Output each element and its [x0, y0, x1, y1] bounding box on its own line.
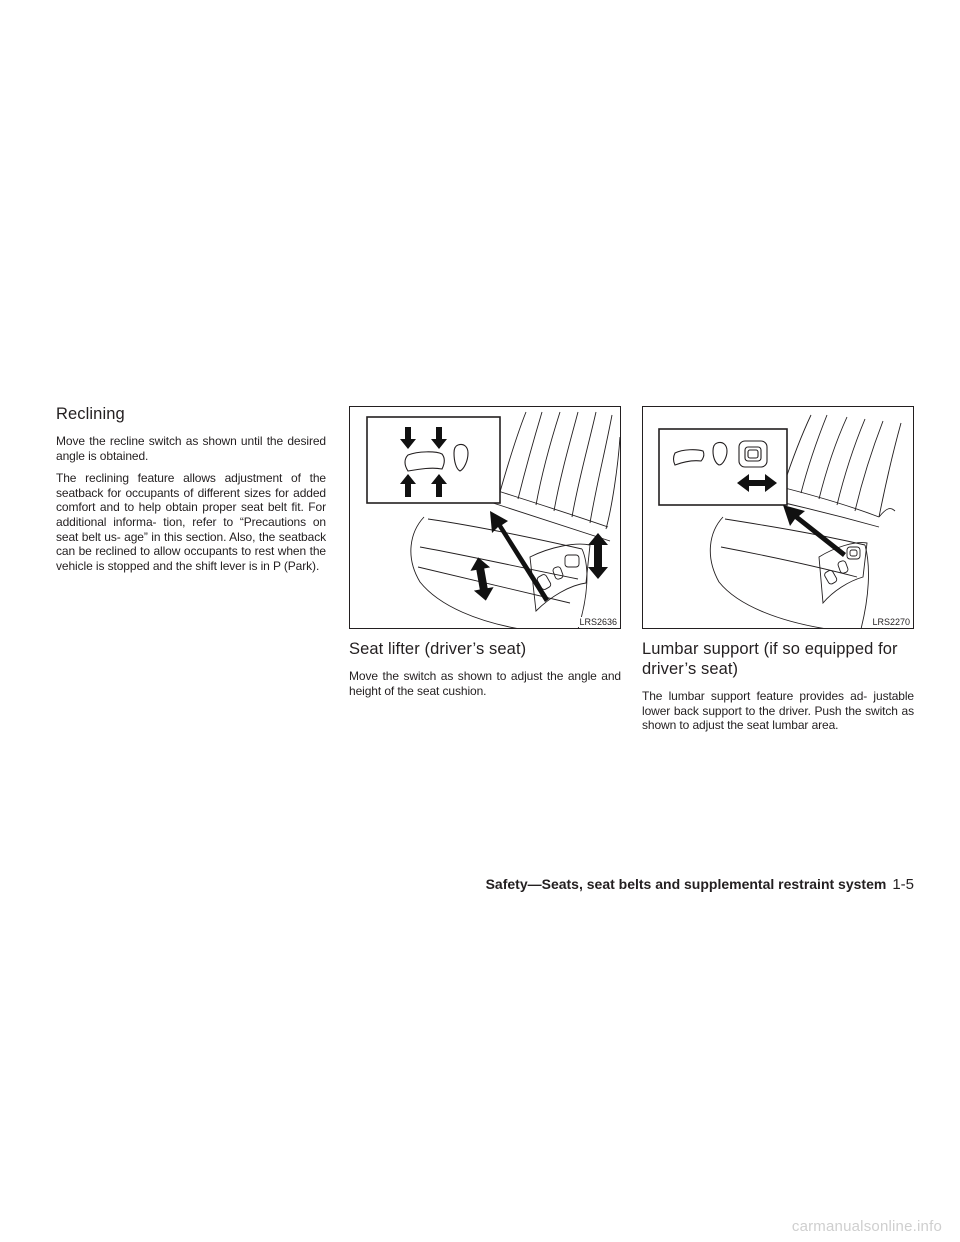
watermark: carmanualsonline.info	[791, 1218, 942, 1235]
lumbar-support-illustration	[643, 407, 914, 629]
lumbar-support-heading: Lumbar support (if so equipped for driver’s seat)	[642, 640, 898, 678]
seat-lifter-heading: Seat lifter (driver’s seat)	[349, 640, 527, 658]
lumbar-support-figure	[642, 406, 914, 629]
reclining-section	[56, 404, 326, 581]
seat-lifter-figure	[349, 406, 621, 629]
reclining-paragraph-1: Move the recline switch as shown until the desired angle is obtained.	[56, 434, 326, 463]
footer-section-title: Safety—Seats, seat belts and supplemental restraint system	[485, 876, 887, 892]
reclining-heading: Reclining	[56, 405, 125, 423]
lumbar-support-paragraph-1: The lumbar support feature provides ad- justable lower back support to the driver. Push the switch as shown to adjust the seat lumbar area.	[642, 689, 914, 733]
seat-lifter-illustration	[350, 407, 621, 629]
page-footer	[486, 876, 914, 894]
lumbar-support-section	[642, 406, 914, 741]
seat-lifter-figure-code: LRS2636	[579, 617, 617, 627]
reclining-paragraph-2: The reclining feature allows adjustment of the seatback for occupants of different sizes for added comfort and to help obtain proper seat belt fit. For additional informa- tion, refer to “Precautions on seat belt us- age” in this section. Also, the seatback can be reclined to allow occupants to rest when the vehicle is stopped and the shift lever is in P (Park).	[56, 471, 326, 573]
lumbar-support-figure-code: LRS2270	[872, 617, 910, 627]
page-number: 1-5	[892, 876, 914, 893]
seat-lifter-section	[349, 406, 621, 706]
seat-lifter-paragraph-1: Move the switch as shown to adjust the angle and height of the seat cushion.	[349, 669, 621, 698]
